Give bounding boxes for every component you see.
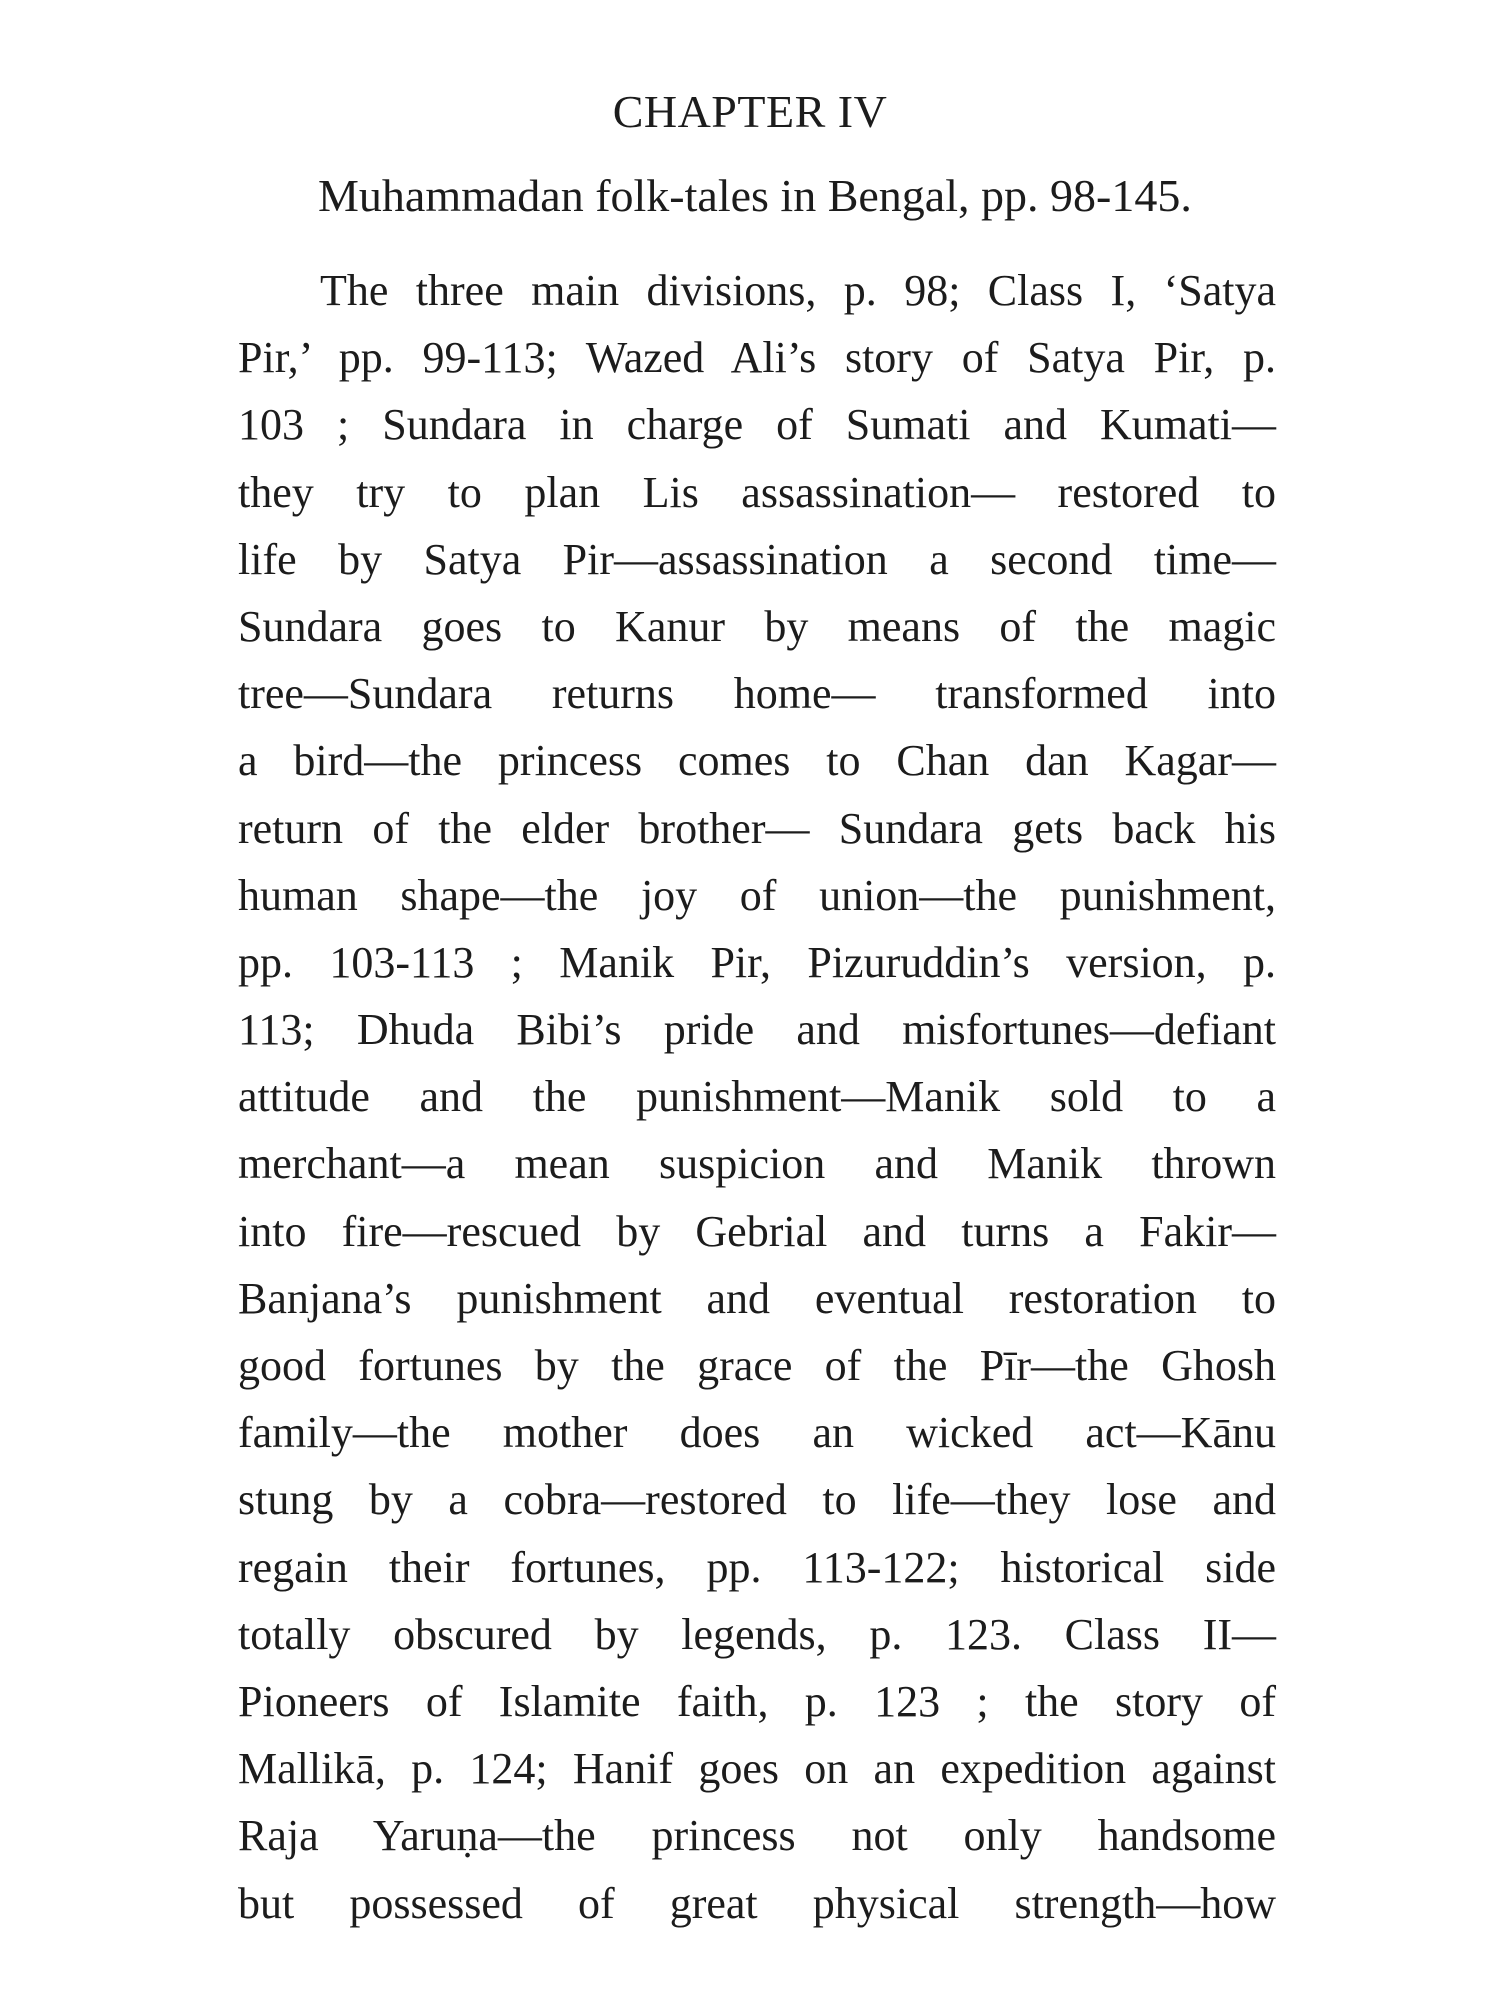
paragraph-line: Sundara goes to Kanur by means of the magic xyxy=(238,601,1276,651)
paragraph-line: family—the mother does an wicked act—Kānu xyxy=(238,1408,1276,1458)
paragraph-line: totally obscured by legends, p. 123. Class II— xyxy=(238,1609,1276,1659)
paragraph-line: merchant—a mean suspicion and Manik thrown xyxy=(238,1139,1276,1189)
paragraph-line: 103 ; Sundara in charge of Sumati and Kumati— xyxy=(238,400,1276,450)
chapter-summary-paragraph xyxy=(238,257,1276,1937)
chapter-subtitle: Muhammadan folk-tales in Bengal, pp. 98-145. xyxy=(318,170,1192,221)
paragraph-line: The three main divisions, p. 98; Class I, ‘Satya xyxy=(320,266,1276,315)
paragraph-line: human shape—the joy of union—the punishment, xyxy=(238,870,1276,920)
paragraph-line: 113; Dhuda Bibi’s pride and misfortunes—defiant xyxy=(238,1005,1276,1055)
paragraph-line: Pioneers of Islamite faith, p. 123 ; the story of xyxy=(238,1676,1276,1726)
paragraph-line: regain their fortunes, pp. 113-122; historical side xyxy=(238,1542,1276,1592)
paragraph-line: pp. 103-113 ; Manik Pir, Pizuruddin’s version, p. xyxy=(238,937,1276,987)
paragraph-line: Banjana’s punishment and eventual restoration to xyxy=(238,1273,1276,1323)
paragraph-line: they try to plan Lis assassination— restored to xyxy=(238,467,1276,517)
paragraph-line: tree—Sundara returns home— transformed into xyxy=(238,669,1276,719)
paragraph-line: life by Satya Pir—assassination a second time— xyxy=(238,534,1276,584)
paragraph-line: attitude and the punishment—Manik sold to a xyxy=(238,1072,1276,1122)
paragraph-line: into fire—rescued by Gebrial and turns a Fakir— xyxy=(238,1206,1276,1256)
paragraph-line: return of the elder brother— Sundara gets back his xyxy=(238,803,1276,853)
paragraph-line: Raja Yaruṇa—the princess not only handsome xyxy=(238,1811,1276,1861)
paragraph-line: Mallikā, p. 124; Hanif goes on an expedition against xyxy=(238,1744,1276,1794)
paragraph-line: good fortunes by the grace of the Pīr—the Ghosh xyxy=(238,1341,1276,1390)
paragraph-line: a bird—the princess comes to Chan dan Kagar— xyxy=(238,736,1276,786)
paragraph-line: but possessed of great physical strength—how xyxy=(238,1878,1276,1928)
chapter-heading: CHAPTER IV xyxy=(612,86,888,137)
paragraph-line: Pir,’ pp. 99-113; Wazed Ali’s story of Satya Pir, p. xyxy=(238,333,1276,383)
paragraph-line: stung by a cobra—restored to life—they lose and xyxy=(238,1475,1276,1525)
